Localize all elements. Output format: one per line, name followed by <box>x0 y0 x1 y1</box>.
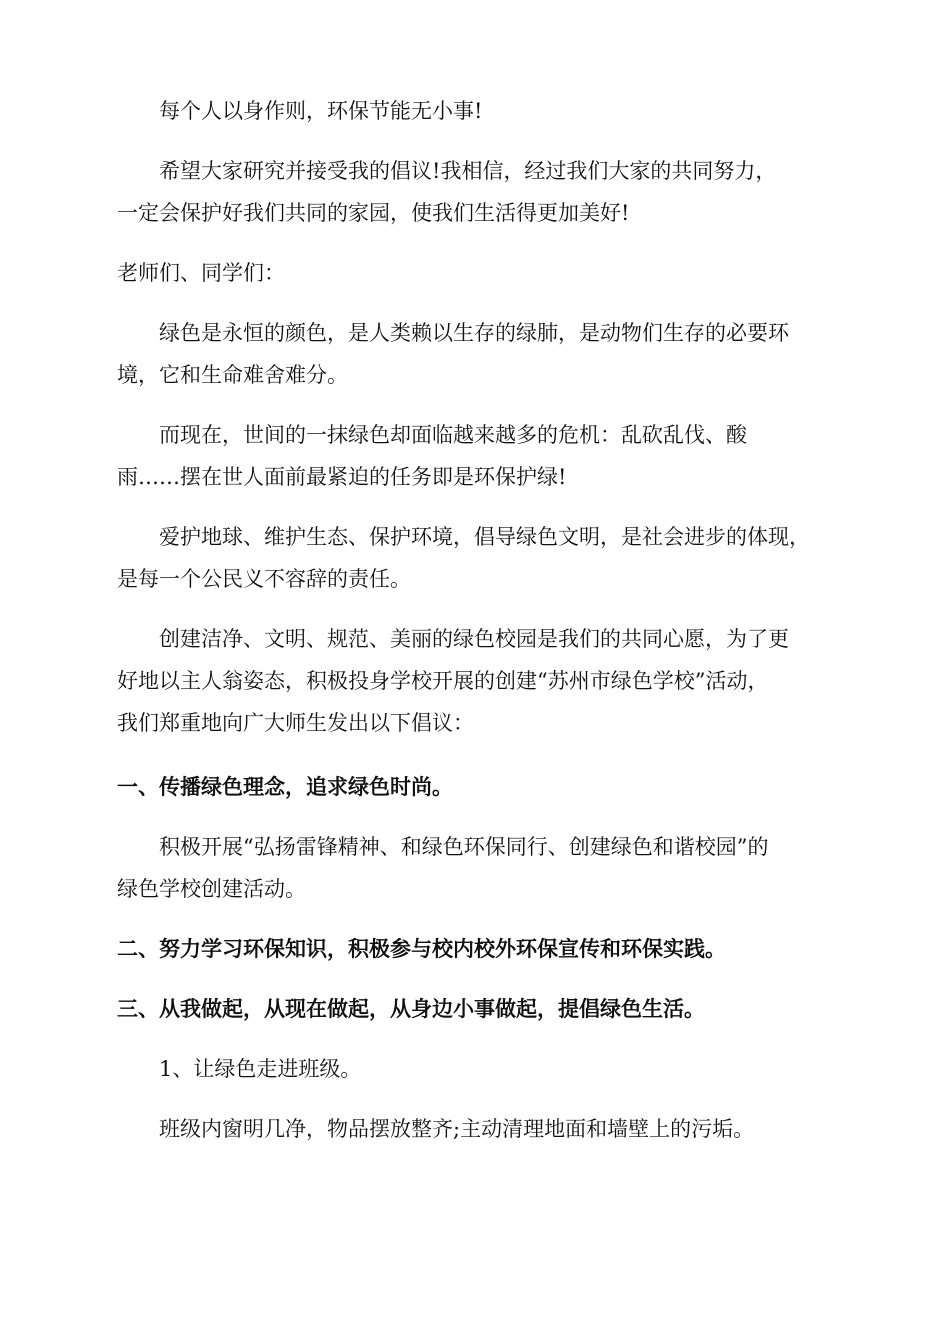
paragraph-line: 积极开展“弘扬雷锋精神、和绿色环保同行、创建绿色和谐校园”的 <box>159 835 769 859</box>
heading-3 <box>117 988 837 1030</box>
paragraph-line: 好地以主人翁姿态，积极投身学校开展的创建“苏州市绿色学校”活动， <box>117 669 769 693</box>
paragraph-line: 一定会保护好我们共同的家园，使我们生活得更加美好! <box>117 201 630 225</box>
paragraph-line: 创建洁净、文明、规范、美丽的绿色校园是我们的共同心愿，为了更 <box>159 627 789 651</box>
paragraph-line: 绿色是永恒的颜色，是人类赖以生存的绿肺，是动物们生存的必要环 <box>159 321 789 345</box>
paragraph-line: 1、让绿色走进班级。 <box>159 1057 362 1081</box>
paragraph-6 <box>117 618 837 744</box>
paragraph-line: 希望大家研究并接受我的倡议!我相信，经过我们大家的共同努力， <box>159 159 777 183</box>
paragraph-line: 班级内窗明几净，物品摆放整齐;主动清理地面和墙壁上的污垢。 <box>159 1117 755 1141</box>
paragraph-line: 老师们、同学们： <box>117 261 285 285</box>
paragraph-line: 而现在，世间的一抹绿色却面临越来越多的危机：乱砍乱伐、酸 <box>159 423 747 447</box>
paragraph-2 <box>117 150 837 234</box>
salutation <box>117 252 837 294</box>
heading-2 <box>117 928 837 970</box>
paragraph-line: 爱护地球、维护生态、保护环境，倡导绿色文明，是社会进步的体现， <box>159 525 810 549</box>
paragraph-3 <box>117 312 837 396</box>
paragraph-line: 是每一个公民义不容辞的责任。 <box>117 567 411 591</box>
heading-line: 二、努力学习环保知识，积极参与校内校外环保宣传和环保实践。 <box>117 936 726 961</box>
paragraph-line: 境，它和生命难舍难分。 <box>117 363 348 387</box>
paragraph-5 <box>117 516 837 600</box>
heading-line: 三、从我做起，从现在做起，从身边小事做起，提倡绿色生活。 <box>117 996 705 1021</box>
paragraph-1 <box>117 90 837 132</box>
heading-1 <box>117 766 837 808</box>
paragraph-7 <box>117 826 837 910</box>
paragraph-8 <box>117 1108 837 1150</box>
paragraph-line: 我们郑重地向广大师生发出以下倡议： <box>117 711 474 735</box>
paragraph-line: 绿色学校创建活动。 <box>117 877 306 901</box>
paragraph-line: 雨……摆在世人面前最紧迫的任务即是环保护绿! <box>117 465 567 489</box>
list-item-1 <box>117 1048 837 1090</box>
heading-line: 一、传播绿色理念，追求绿色时尚。 <box>117 774 453 799</box>
paragraph-4 <box>117 414 837 498</box>
paragraph-line: 每个人以身作则，环保节能无小事! <box>159 99 483 123</box>
